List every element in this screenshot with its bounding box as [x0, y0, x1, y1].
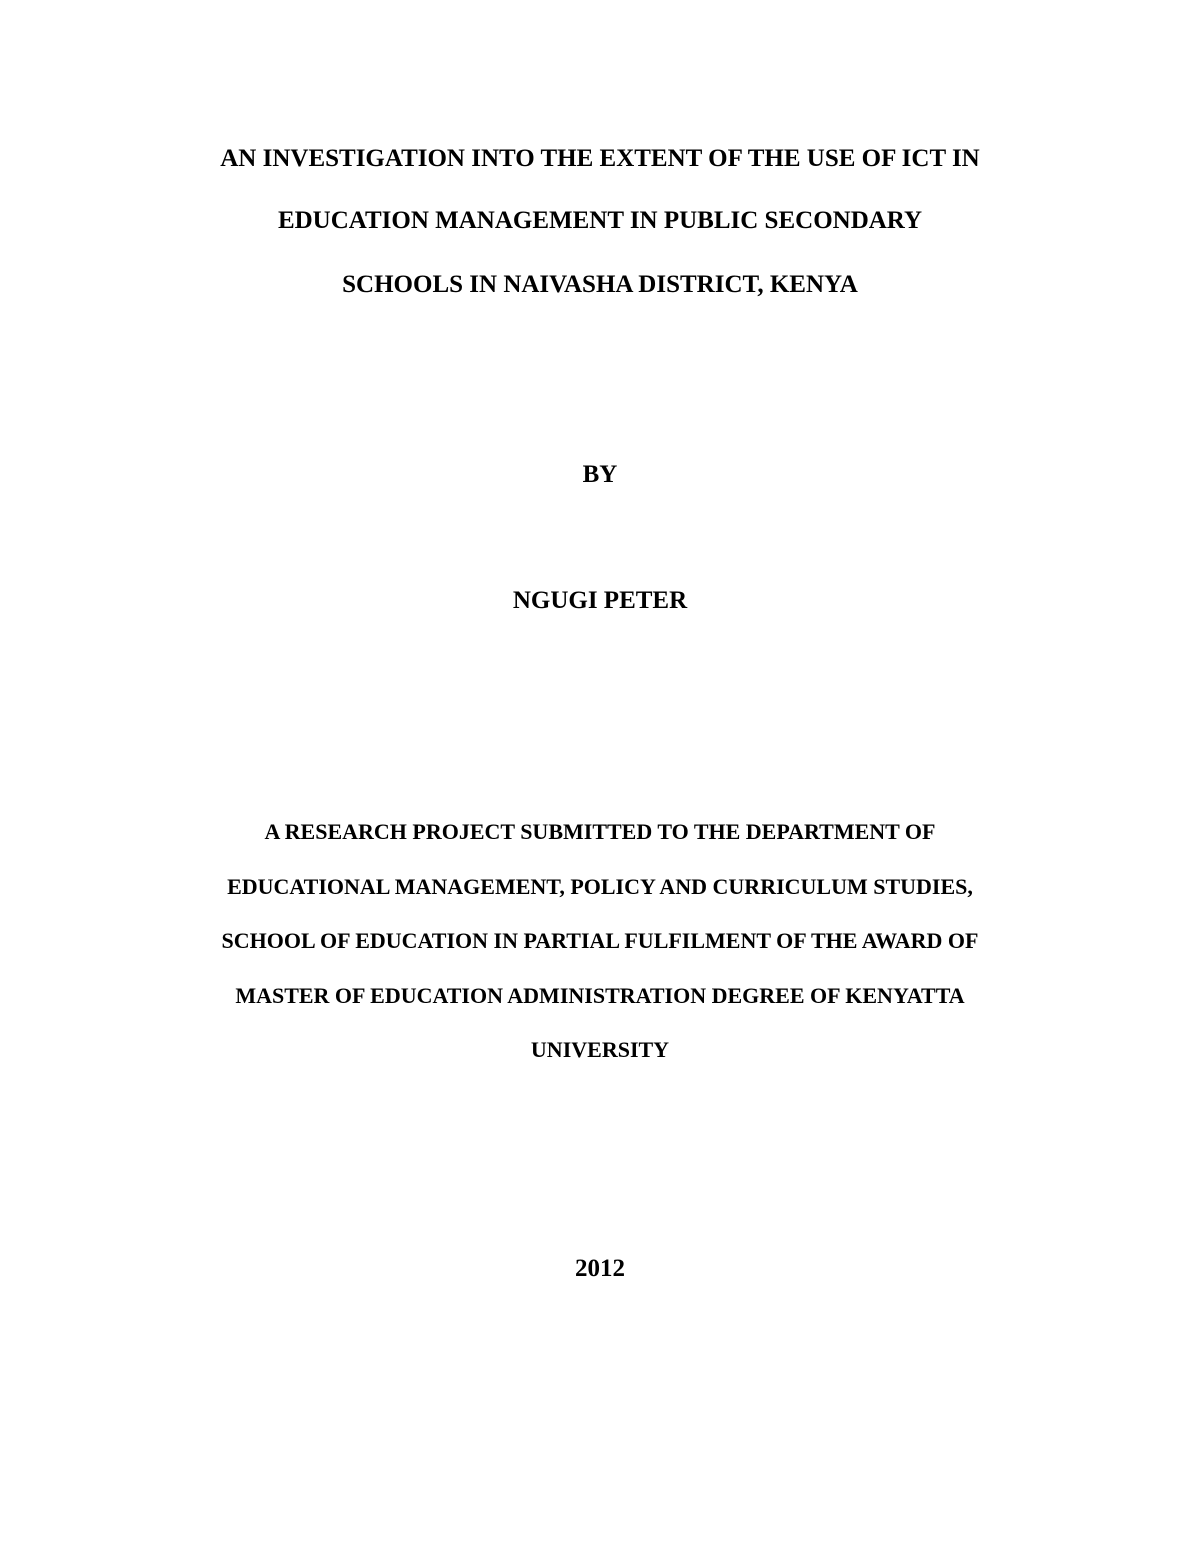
thesis-title-line-1: AN INVESTIGATION INTO THE EXTENT OF THE USE OF ICT IN [220, 145, 980, 172]
submission-year: 2012 [575, 1255, 625, 1282]
submission-statement-line-2: EDUCATIONAL MANAGEMENT, POLICY AND CURRICULUM STUDIES, [227, 874, 973, 899]
submission-statement-line-4: MASTER OF EDUCATION ADMINISTRATION DEGREE OF KENYATTA [235, 983, 965, 1008]
thesis-title-line-3: SCHOOLS IN NAIVASHA DISTRICT, KENYA [342, 271, 858, 298]
thesis-title-line-2: EDUCATION MANAGEMENT IN PUBLIC SECONDARY [277, 207, 923, 234]
submission-statement-line-3: SCHOOL OF EDUCATION IN PARTIAL FULFILMENT OF THE AWARD OF [221, 928, 979, 953]
author-name: NGUGI PETER [512, 587, 688, 614]
submission-statement-line-5: UNIVERSITY [530, 1037, 670, 1062]
submission-statement-line-1: A RESEARCH PROJECT SUBMITTED TO THE DEPARTMENT OF [264, 819, 936, 844]
by-label: BY [582, 461, 618, 488]
